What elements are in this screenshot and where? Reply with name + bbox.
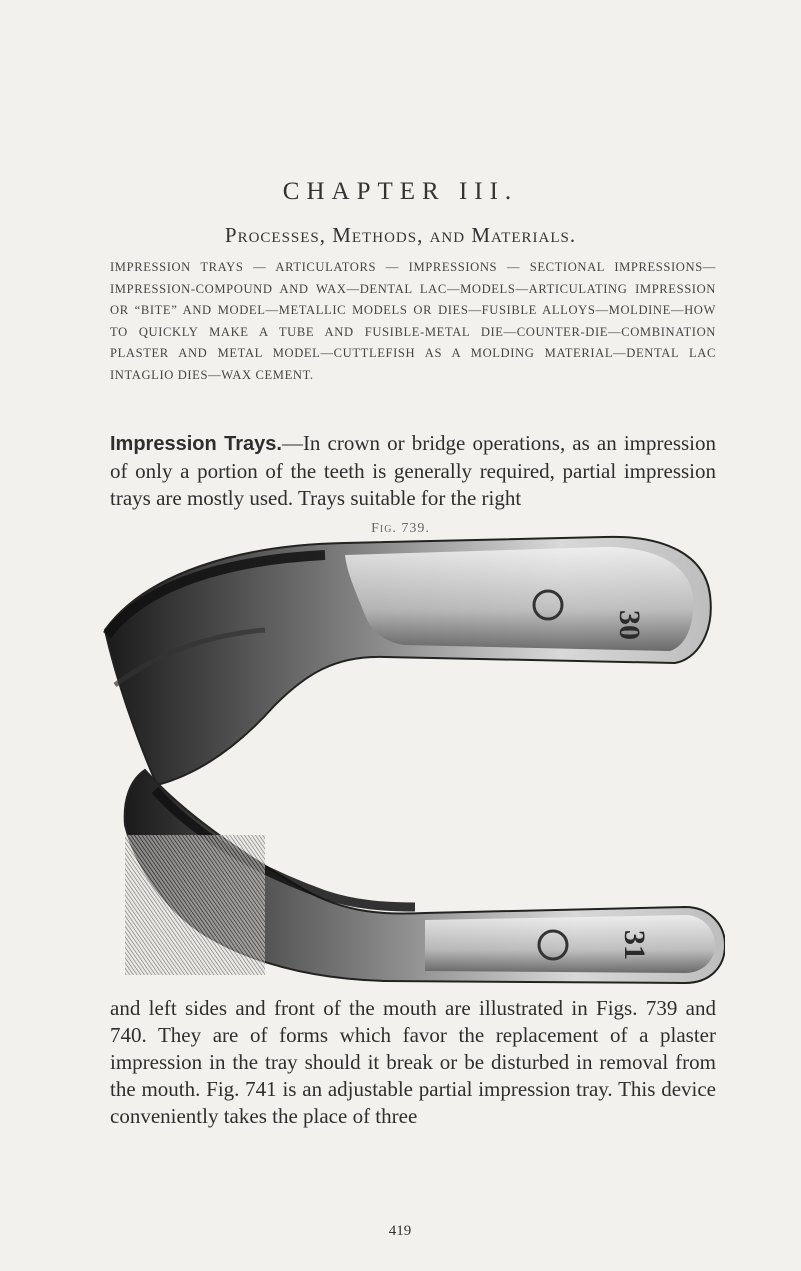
impression-tray-figure: [85, 535, 725, 985]
figure-caption: Fig. 739.: [371, 521, 430, 536]
upper-tray-drawing: [105, 537, 711, 785]
section-title: Processes, Methods, and Materials.: [224, 223, 577, 247]
page-number: 419: [388, 1223, 412, 1239]
paragraph-continued: and left sides and front of the mouth are illustrated in Figs. 739 and 740. They are of forms which favor the replacement of a plaster impression in the tray should it break or be disturbed in removal from the mouth. Fig. 741 is an adjustable partial impression tray. This device conveniently takes the place of three: [110, 996, 716, 1128]
lower-tray-drawing: [125, 770, 725, 983]
chapter-summary: IMPRESSION TRAYS — ARTICULATORS — IMPRESSIONS — SECTIONAL IMPRESSIONS—IMPRESSION-COMPOUND AND WAX—DENTAL LAC—MODELS—ARTICULATING IMPRESSION OR “BITE” AND MODEL—METALLIC MODELS OR DIES—FUSIBLE ALLOYS—MOLDINE—HOW TO QUICKLY MAKE A TUBE AND FUSIBLE-METAL DIE—COUNTER-DIE—COMBINATION PLASTER AND METAL MODEL—CUTTLEFISH AS A MOLDING MATERIAL—DENTAL LAC INTAGLIO DIES—WAX CEMENT.: [110, 260, 716, 382]
paragraph-text: —In crown or bridge operations, as an impression of only a portion of the teeth is generally required, partial impression trays are mostly used. Trays suitable for the right: [110, 431, 716, 510]
paragraph-impression-trays: [110, 430, 716, 512]
chapter-heading: CHAPTER III.: [282, 178, 519, 205]
lower-tray-mark: 31: [618, 930, 651, 960]
upper-tray-mark: 30: [613, 610, 646, 640]
paragraph-lead: Impression Trays.: [110, 433, 282, 455]
